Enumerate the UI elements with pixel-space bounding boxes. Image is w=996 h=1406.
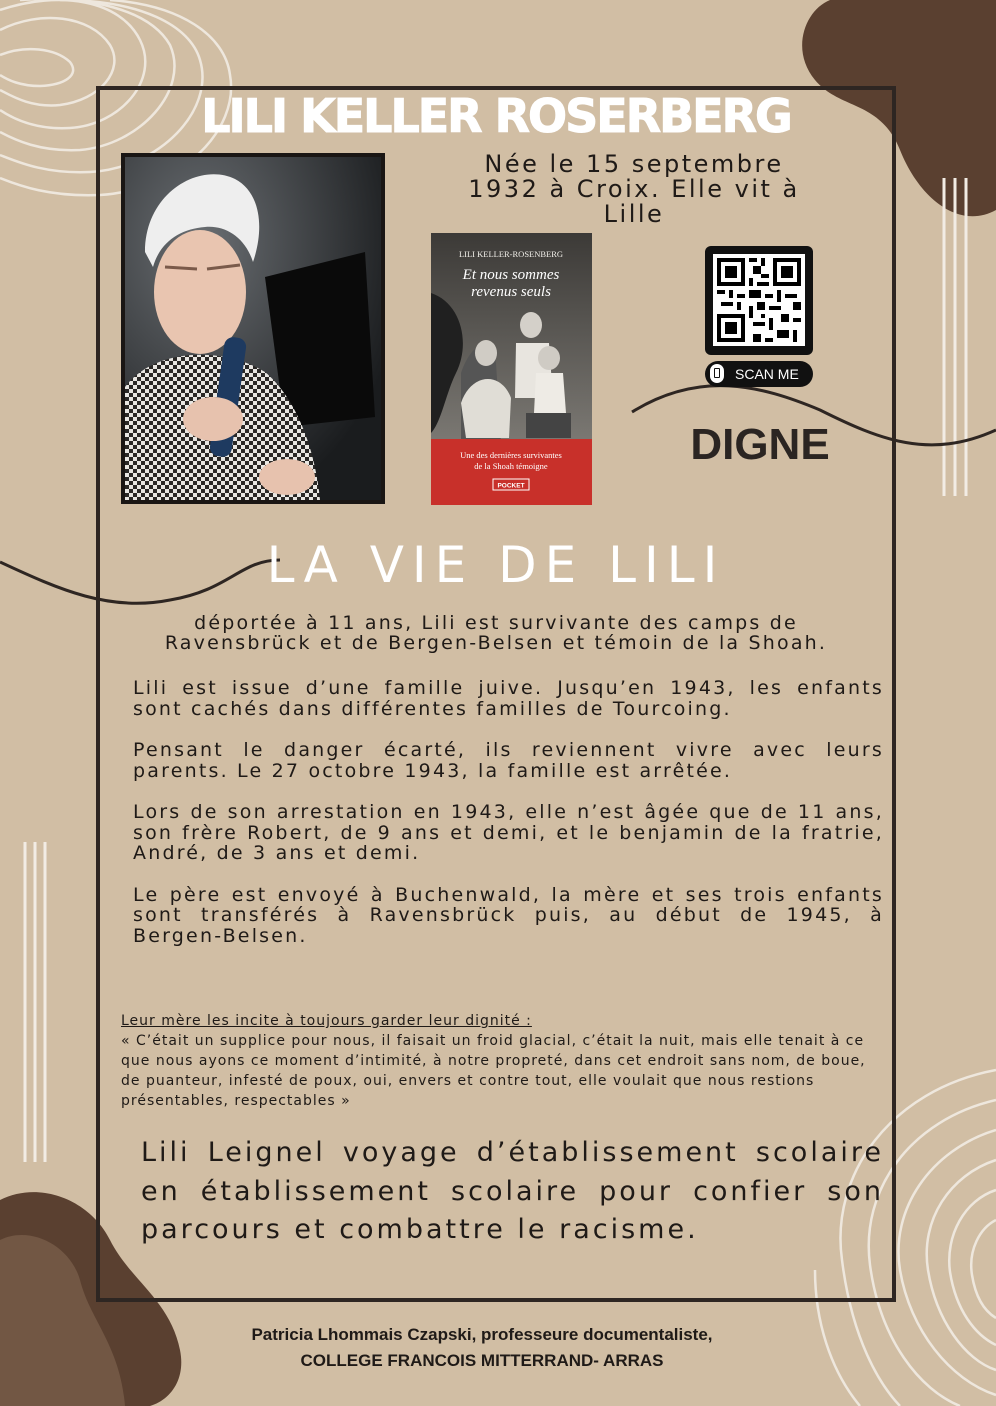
biography-paragraph-3: Lors de son arrestation en 1943, elle n’est âgée que de 11 ans, son frère Robert, de 9 ans et demi, et le benjamin de la fratrie, André, de 3 ans et demi. (133, 801, 884, 864)
qr-code[interactable] (705, 246, 813, 355)
scan-me-button[interactable] (705, 361, 813, 387)
book-cover (431, 233, 592, 505)
biography-paragraph-4: Le père est envoyé à Buchenwald, la mère et ses trois enfants sont transférés à Ravensbrück puis, au début de 1945, à Bergen-Belsen. (133, 883, 884, 947)
birth-line-2: 1932 à Croix. Elle vit à (468, 175, 800, 203)
portrait-photo (121, 153, 385, 504)
birth-line-3: Lille (603, 200, 665, 228)
intro-text (100, 613, 892, 653)
book-author: LILI KELLER-ROSENBERG (458, 249, 564, 259)
credit-line-1: Patricia Lhommais Czapski, professeure documentaliste, (251, 1325, 713, 1344)
quote-text: « C’était un supplice pour nous, il faisait un froid glacial, c’était la nuit, mais elle tenait à ce que nous ayons ce moment d’intimité, à notre propreté, dans cet endroit sans nom, de boue, de puanteur, infesté de poux, oui, envers et contre tout, elle voulait que nous restions présentables, respectables » (121, 1033, 866, 1109)
biography-paragraph-2: Pensant le danger écarté, ils reviennent vivre avec leurs parents. Le 27 octobre 1943, la famille est arrêtée. (133, 739, 884, 782)
scan-me-label: SCAN ME (735, 366, 799, 382)
intro-line-2: Ravensbrück et de Bergen-Belsen et témoin de la Shoah. (164, 632, 828, 654)
book-tagline-line-1: Une des dernières survivantes (460, 450, 562, 460)
section-title: LA VIE DE LILI (266, 536, 726, 594)
credit-line-2: COLLEGE FRANCOIS MITTERRAND- ARRAS (300, 1351, 664, 1370)
page-title: LILI KELLER ROSERBERG (201, 89, 791, 143)
biography-paragraphs (133, 678, 884, 967)
book-publisher: POCKET (497, 482, 525, 490)
birth-line-1: Née le 15 septembre (484, 150, 784, 178)
biography-paragraph-1: Lili est issue d’une famille juive. Jusqu’en 1943, les enfants sont cachés dans différentes familles de Tourcoing. (133, 677, 884, 720)
book-title-line-2: revenus seuls (471, 284, 551, 300)
phone-icon (710, 364, 724, 383)
intro-line-1: déportée à 11 ans, Lili est survivante des camps de (194, 612, 798, 634)
book-title-line-1: Et nous sommes (462, 267, 560, 283)
book-tagline-line-2: de la Shoah témoigne (474, 461, 548, 471)
quote-heading: Leur mère les incite à toujours garder leur dignité : (121, 1013, 532, 1029)
closing-statement: Lili Leignel voyage d’établissement scolaire en établissement scolaire pour confier son parcours et combattre le racisme. (141, 1137, 884, 1245)
author-credit (96, 1322, 868, 1374)
birth-info (424, 152, 844, 227)
digne-badge: DIGNE (690, 420, 830, 469)
